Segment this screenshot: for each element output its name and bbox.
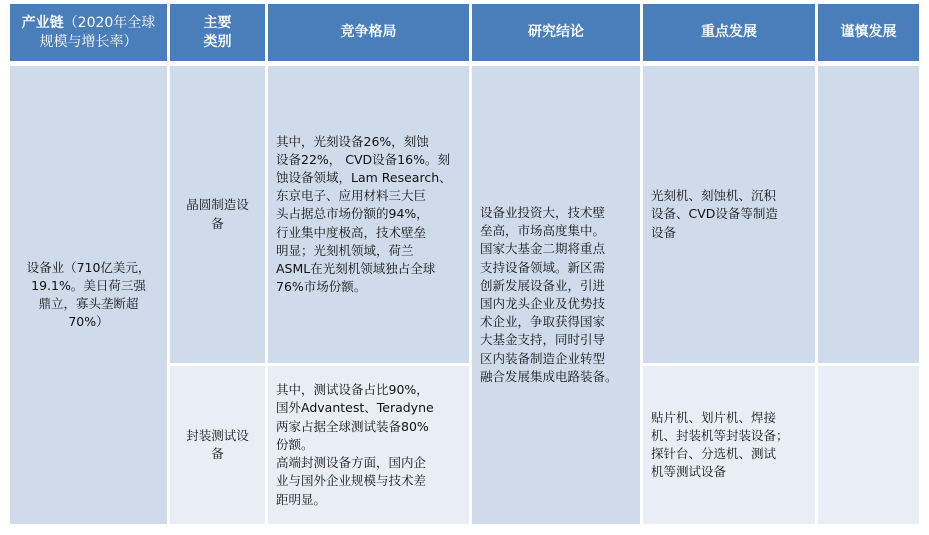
conclusion-cell — [472, 66, 640, 524]
wafer-key-development-cell — [643, 66, 815, 363]
wafer-competition: 其中，光刻设备26%，刻蚀 设备22%， CVD设备16%。刻 蚀设备领域，Lam Research、 东京电子、应用材料三大巨 头占据总市场份额的94%， 行业集中度极高，技术壁垒 明显；光刻机领域，荷兰 ASML在光刻机领域独占全球 76%市场份额。 — [276, 133, 452, 295]
header-industry-chain — [10, 4, 167, 61]
wafer-key-development: 光刻机、刻蚀机、沉积 设备、CVD设备等制造 设备 — [651, 188, 778, 240]
packaging-competition: 其中，测试设备占比90%， 国外Advantest、Teradyne 两家占据全球测试装备80% 份额。 高端封测设备方面，国内企 业与国外企业规模与技术差 距明显。 — [276, 382, 434, 507]
chain-name: 设备业（710亿美元， 19.1%。美日荷三强 鼎立，寡头垄断超 70%） — [26, 259, 151, 330]
header-chain-note: （2020年全球规模与增长率） — [39, 15, 156, 50]
packaging-competition-cell — [268, 366, 469, 524]
header-conclusion: 研究结论 — [472, 4, 640, 61]
header-cautious-development: 谨慎发展 — [818, 4, 919, 61]
wafer-category: 晶圆制造设 备 — [186, 197, 249, 231]
header-chain-bold: 产业链 — [21, 15, 64, 31]
packaging-category-cell — [170, 366, 265, 524]
wafer-competition-cell — [268, 66, 469, 363]
header-key-development: 重点发展 — [643, 4, 815, 61]
wafer-cautious-development-cell — [818, 66, 919, 363]
packaging-category: 封装测试设 备 — [186, 427, 249, 461]
packaging-cautious-development-cell — [818, 366, 919, 524]
packaging-key-development-cell — [643, 366, 815, 524]
header-competition: 竞争格局 — [268, 4, 469, 61]
conclusion-text: 设备业投资大，技术壁 垒高，市场高度集中。 国家大基金二期将重点 支持设备领域。新区需 创新发展设备业，引进 国内龙头企业及优势技 术企业，争取获得国家 大基金支持，同时引导 区内装备制造企业转型 融合发展集成电路装备。 — [480, 204, 618, 384]
wafer-category-cell — [170, 66, 265, 363]
header-main-category: 主要 类别 — [170, 4, 265, 61]
chain-name-cell — [10, 66, 167, 524]
packaging-key-development: 贴片机、划片机、焊接 机、封装机等封装设备； 探针台、分选机、测试 机等测试设备 — [651, 409, 789, 480]
